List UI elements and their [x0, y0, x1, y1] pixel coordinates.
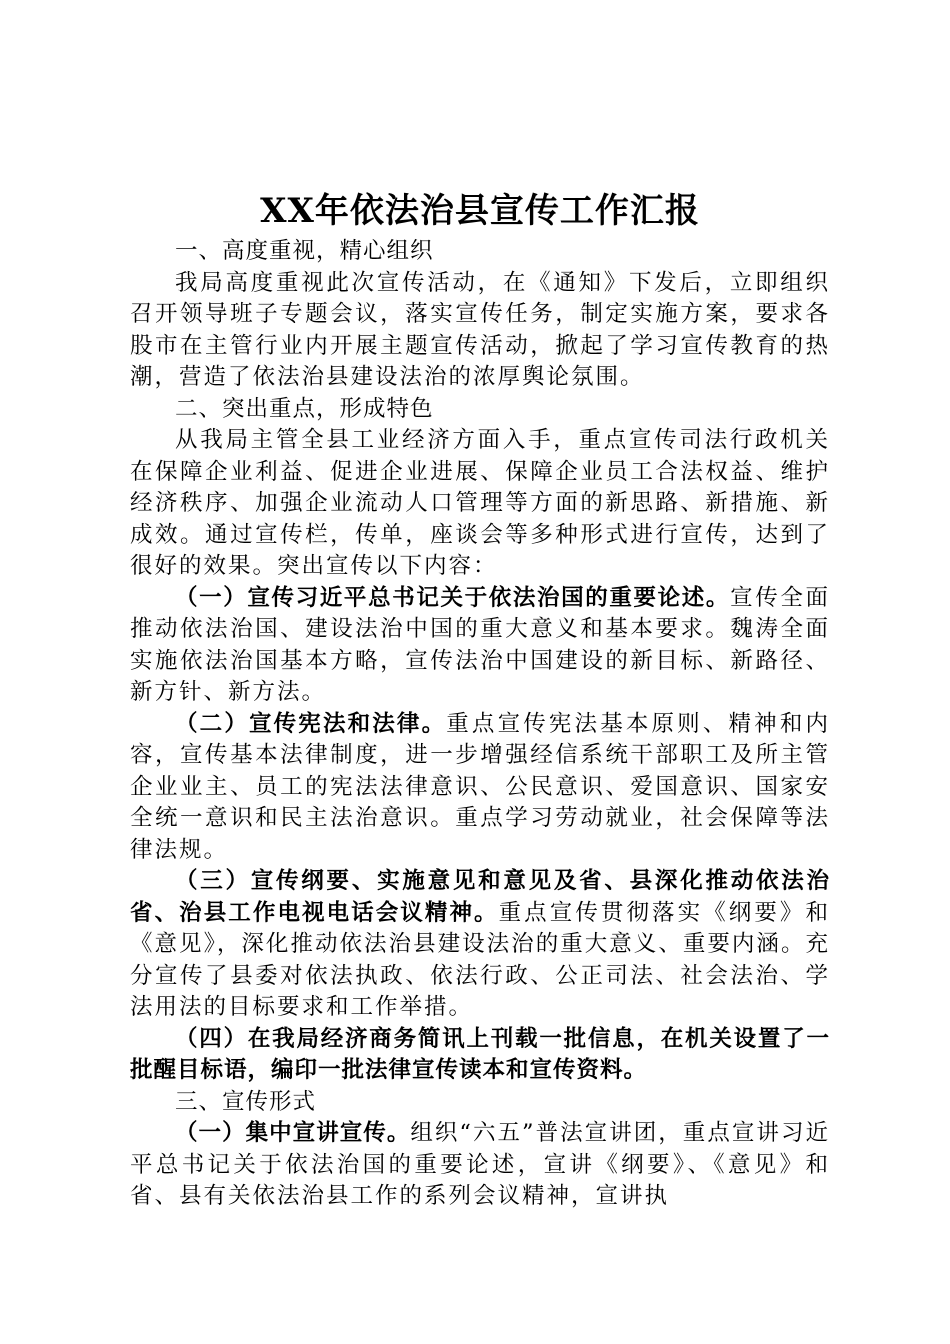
form1-paragraph: [130, 1118, 830, 1213]
form1-lead: （一）集中宣讲宣传。: [175, 1120, 411, 1146]
section1-heading: 一、高度重视，精心组织: [175, 238, 434, 264]
form1-body: 组织“六五”普法宣讲团，重点宣讲习近平总书记关于依法治国的重要论述，宣讲《纲要》、《意见》和省、县有关依法治县工作的系列会议精神，宣讲执: [130, 1120, 830, 1209]
item1-lead: （一）宣传习近平总书记关于依法治国的重要论述。: [175, 584, 731, 611]
section1-paragraph: 我局高度重视此次宣传活动，在《通知》下发后，立即组织召开领导班子专题会议，落实宣传任务，制定实施方案，要求各股市在主管行业内开展主题宣传活动，掀起了学习宣传教育的热潮，营造了依法治县建设法治的浓厚舆论氛围。: [130, 269, 830, 390]
item3-lead: （三）宣传纲要、实施意见和意见及省、县深化推动依法治省、治县工作电视电话会议精神。: [130, 868, 830, 926]
document-title: XX年依法治县宣传工作汇报: [260, 191, 700, 231]
item3-paragraph: [130, 866, 830, 1024]
item4-lead: （四）在我局经济商务简讯上刊载一批信息，在机关设置了一批醒目标语，编印一批法律宣传读本和宣传资料。: [130, 1025, 830, 1083]
section2-heading: 二、突出重点，形成特色: [175, 395, 434, 422]
section2-paragraph: 从我局主管全县工业经济方面入手，重点宣传司法行政机关在保障企业利益、促进企业进展、保障企业员工合法权益、维护经济秩序、加强企业流动人口管理等方面的新思路、新措施、新成效。通过宣传栏，传单，座谈会等多种形式进行宣传，达到了很好的效果。突出宣传以下内容：: [130, 427, 830, 579]
item3-body: 重点宣传贯彻落实《纲要》和《意见》，深化推动依法治县建设法治的重大意义、重要内涵。充分宣传了县委对依法执政、依法行政、公正司法、社会法治、学法用法的目标要求和工作举措。: [130, 899, 830, 1020]
item2-body: 重点宣传宪法基本原则、精神和内容，宣传基本法律制度，进一步增强经信系统干部职工及所主管企业业主、员工的宪法法律意识、公民意识、爱国意识、国家安全统一意识和民主法治意识。重点学习劳动就业，社会保障等法律法规。: [130, 710, 830, 863]
section3-heading: 三、宣传形式: [175, 1088, 317, 1115]
item2-lead: （二）宣传宪法和法律。: [175, 710, 447, 737]
item4-paragraph: [130, 1024, 830, 1087]
item2-paragraph: [130, 709, 830, 867]
item1-paragraph: [130, 583, 830, 709]
document-page: [130, 188, 830, 1213]
item1-body: 宣传全面推动依法治国、建设法治中国的重大意义和基本要求。魏涛全面实施依法治国基本方略，宣传法治中国建设的新目标、新路径、新方针、新方法。: [130, 584, 830, 705]
